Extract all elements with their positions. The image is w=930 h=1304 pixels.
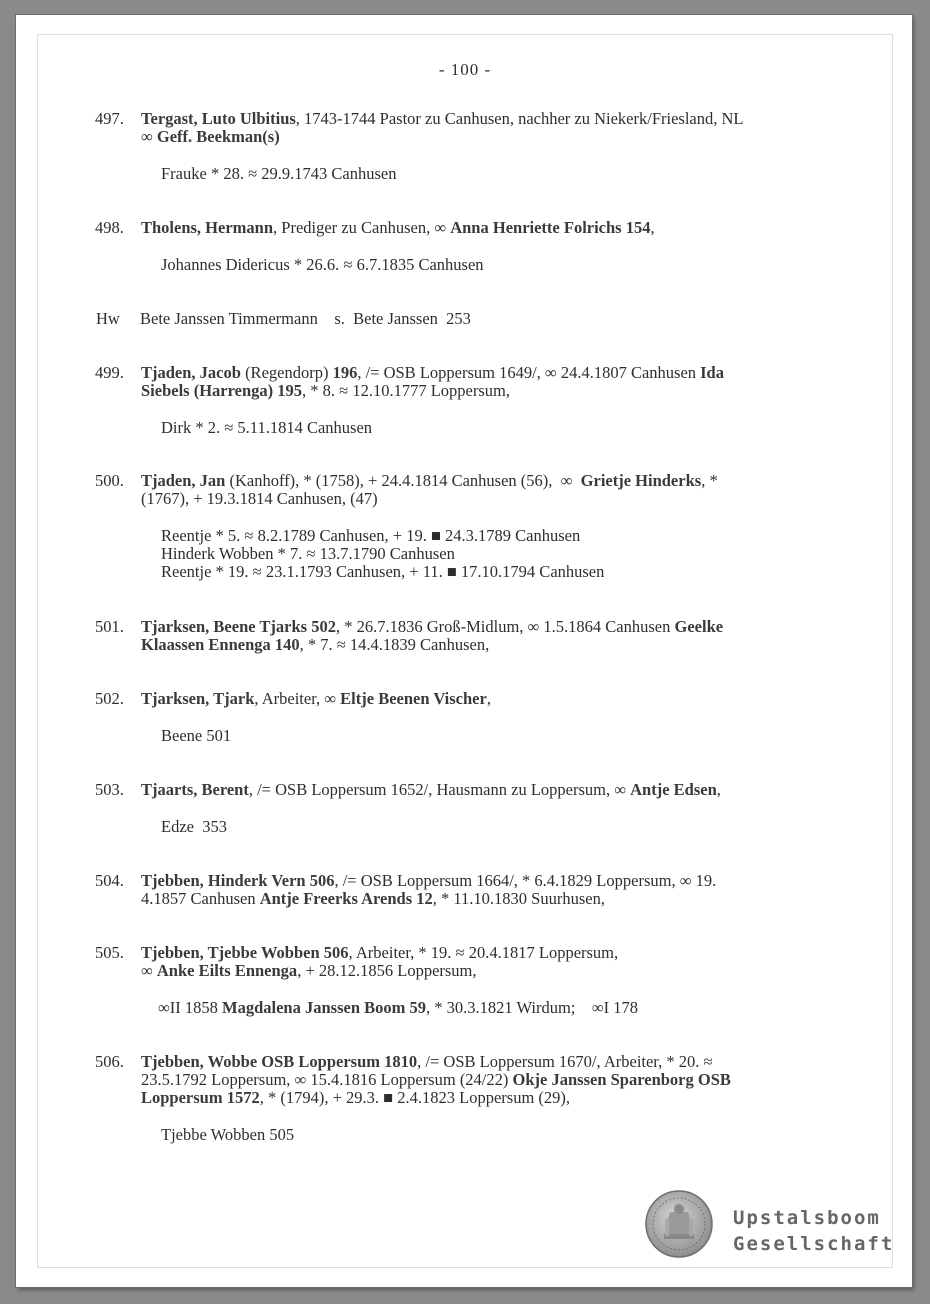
spouse-name: Klaassen Ennenga 140 (141, 635, 300, 654)
spouse-name: Grietje Hinderks (580, 471, 702, 490)
children-list (161, 256, 821, 274)
logo-line-1: Upstalsboom (733, 1207, 881, 1229)
spouse-name: Magdalena Janssen Boom 59 (222, 998, 426, 1017)
entry-number: 502. (95, 689, 124, 708)
child-line: Dirk * 2. ≈ 5.11.1814 Canhusen (161, 418, 373, 437)
page-number: - 100 - (438, 60, 492, 79)
spouse-name: Antje Freerks Arends 12 (259, 889, 433, 908)
children-list (161, 1126, 821, 1144)
entry-head (141, 944, 821, 980)
entry-text: ∞ (141, 127, 157, 146)
child-line: Beene 501 (161, 726, 232, 745)
child-line: Johannes Didericus * 26.6. ≈ 6.7.1835 Canhusen (161, 255, 484, 274)
spouse-name: Geelke (674, 617, 724, 636)
child-line: Reentje * 19. ≈ 23.1.1793 Canhusen, + 11. ■ 17.10.1794 Canhusen (161, 562, 605, 581)
person-name: Tjebben, Wobbe OSB Loppersum 1810 (141, 1052, 418, 1071)
person-name: Tergast, Luto Ulbitius (141, 109, 296, 128)
person-name: Tjarksen, Beene Tjarks 502 (141, 617, 336, 636)
entry-text: , * 7. ≈ 14.4.1839 Canhusen, (299, 635, 490, 654)
spouse-name: Loppersum 1572 (141, 1088, 260, 1107)
children-list (161, 527, 821, 581)
entry-head (141, 618, 821, 654)
entry-number: 505. (95, 943, 124, 962)
entry-head (141, 690, 821, 708)
entry-number: 504. (95, 871, 124, 890)
person-name: Tjarksen, Tjark (141, 689, 255, 708)
child-line: Tjebbe Wobben 505 (161, 1125, 295, 1144)
cross-ref-text: Bete Janssen Timmermann s. Bete Janssen 253 (140, 309, 471, 328)
entry-number: 498. (95, 218, 124, 237)
person-name: Tjaarts, Berent (141, 780, 249, 799)
person-name: Tjaden, Jacob (141, 363, 241, 382)
entry-text: , Prediger zu Canhusen, ∞ (273, 218, 451, 237)
cross-ref-label: Hw (96, 309, 120, 328)
entry-text: ∞ (141, 961, 157, 980)
entry-text: , * 11.10.1830 Suurhusen, (432, 889, 605, 908)
entry-text: , /= OSB Loppersum 1670/, Arbeiter, * 20. ≈ (417, 1052, 713, 1071)
entry-text: , Arbeiter, * 19. ≈ 20.4.1817 Loppersum, (348, 943, 619, 962)
entry-head (141, 219, 821, 237)
spouse-name: Ida (700, 363, 724, 382)
child-line: Edze 353 (161, 817, 227, 836)
entry-text: ∞II 1858 (158, 998, 223, 1017)
child-line: Hinderk Wobben * 7. ≈ 13.7.1790 Canhusen (161, 544, 455, 563)
entry-text: , * 8. ≈ 12.10.1777 Loppersum, (302, 381, 510, 400)
entry-text: , /= OSB Loppersum 1664/, * 6.4.1829 Loppersum, ∞ 19. (334, 871, 717, 890)
entry-number: 501. (95, 617, 124, 636)
spouse-name: Geff. Beekman(s) (156, 127, 280, 146)
entry-text: , /= OSB Loppersum 1649/, ∞ 24.4.1807 Canhusen (357, 363, 701, 382)
children-list (161, 165, 821, 183)
person-name: Tjaden, Jan (141, 471, 226, 490)
entry-head (141, 872, 821, 908)
entry-text: (1767), + 19.3.1814 Canhusen, (47) (141, 489, 378, 508)
entry-head (141, 364, 821, 400)
children-list (161, 419, 821, 437)
second-marriage (158, 999, 818, 1017)
entry-head (141, 1053, 821, 1107)
entry-text: (Regendorp) (240, 363, 333, 382)
person-name: Tholens, Hermann (141, 218, 274, 237)
entry-text: , * 30.3.1821 Wirdum; ∞I 178 (426, 998, 638, 1017)
entry-number: 506. (95, 1052, 124, 1071)
spouse-name: Antje Edsen (630, 780, 717, 799)
entry-head (141, 781, 821, 799)
entry-head (141, 110, 821, 146)
spouse-name: Anke Eilts Ennenga (156, 961, 298, 980)
entry-head (141, 472, 821, 508)
person-name: Tjebben, Tjebbe Wobben 506 (141, 943, 349, 962)
spouse-name: Okje Janssen Sparenborg OSB (512, 1070, 731, 1089)
entry-text: , 1743-1744 Pastor zu Canhusen, nachher zu Niekerk/Friesland, NL (295, 109, 744, 128)
child-line: Frauke * 28. ≈ 29.9.1743 Canhusen (161, 164, 397, 183)
entry-text: , * (1794), + 29.3. ■ 2.4.1823 Loppersum (29), (259, 1088, 571, 1107)
entry-text: , (716, 780, 721, 799)
entry-text: (Kanhoff), * (1758), + 24.4.1814 Canhusen (56), ∞ (225, 471, 581, 490)
children-list (161, 727, 821, 745)
entry-text: , + 28.12.1856 Loppersum, (297, 961, 477, 980)
person-name: Tjebben, Hinderk Vern 506 (141, 871, 335, 890)
entry-number: 497. (95, 109, 124, 128)
spouse-name: Eltje Beenen Vischer (340, 689, 487, 708)
child-line: Reentje * 5. ≈ 8.2.1789 Canhusen, + 19. ■ 24.3.1789 Canhusen (161, 526, 581, 545)
spouse-name: Anna Henriette Folrichs 154 (450, 218, 651, 237)
entry-text: 4.1857 Canhusen (141, 889, 260, 908)
entry-number: 500. (95, 471, 124, 490)
entry-text: , (486, 689, 491, 708)
children-list (161, 818, 821, 836)
society-logo-text (733, 1205, 894, 1257)
entry-text: , (650, 218, 655, 237)
entry-number: 503. (95, 780, 124, 799)
spouse-name: Siebels (Harrenga) 195 (141, 381, 303, 400)
entry-text: , * 26.7.1836 Groß-Midlum, ∞ 1.5.1864 Canhusen (335, 617, 675, 636)
entry-number: 499. (95, 363, 124, 382)
seal-icon (645, 1190, 713, 1258)
entry-text: , * (701, 471, 718, 490)
entry-text: 23.5.1792 Loppersum, ∞ 15.4.1816 Loppersum (24/22) (141, 1070, 513, 1089)
entry-text: , Arbeiter, ∞ (254, 689, 341, 708)
entry-text: , /= OSB Loppersum 1652/, Hausmann zu Loppersum, ∞ (248, 780, 631, 799)
ref-number: 196 (332, 363, 358, 382)
logo-line-2: Gesellschaft (733, 1233, 895, 1255)
